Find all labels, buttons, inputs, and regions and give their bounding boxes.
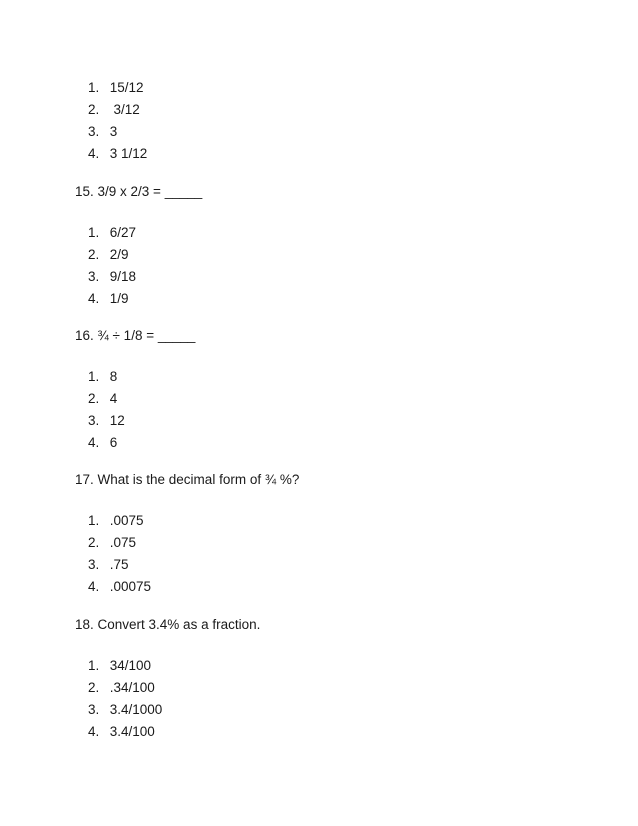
answer-text: .75 xyxy=(109,557,129,572)
answer-text: 2/9 xyxy=(109,247,129,262)
answer-number: 3. xyxy=(88,413,100,428)
answer-number: 1. xyxy=(88,80,100,95)
answer-option xyxy=(88,554,151,576)
answer-text: 1/9 xyxy=(109,291,129,306)
answer-number: 4. xyxy=(88,291,100,306)
answer-option xyxy=(88,266,136,288)
answer-text: 15/12 xyxy=(109,80,144,95)
answer-text: 3 1/12 xyxy=(109,146,148,161)
answer-option xyxy=(88,244,136,266)
answer-text: 4 xyxy=(109,391,118,406)
answer-number: 4. xyxy=(88,146,100,161)
answer-number: 1. xyxy=(88,658,100,673)
answer-number: 2. xyxy=(88,535,100,550)
answer-option xyxy=(88,510,151,532)
answer-text: .34/100 xyxy=(109,680,155,695)
answer-option xyxy=(88,677,162,699)
answer-option xyxy=(88,410,125,432)
answer-option xyxy=(88,655,162,677)
answer-number: 1. xyxy=(88,225,100,240)
answer-text: .0075 xyxy=(109,513,144,528)
answer-option xyxy=(88,432,125,454)
answer-list-14 xyxy=(88,77,147,165)
answer-number: 4. xyxy=(88,724,100,739)
answer-option xyxy=(88,121,147,143)
answer-text: 12 xyxy=(109,413,125,428)
answer-option xyxy=(88,288,136,310)
answer-number: 4. xyxy=(88,579,100,594)
answer-number: 3. xyxy=(88,557,100,572)
answer-option xyxy=(88,143,147,165)
answer-number: 1. xyxy=(88,369,100,384)
answer-text: 6 xyxy=(109,435,118,450)
answer-list-18 xyxy=(88,655,162,743)
answer-text: 9/18 xyxy=(109,269,137,284)
answer-option xyxy=(88,222,136,244)
answer-option xyxy=(88,532,151,554)
answer-text: 3.4/100 xyxy=(109,724,155,739)
answer-text: 3 xyxy=(109,124,118,139)
answer-option xyxy=(88,721,162,743)
answer-number: 2. xyxy=(88,391,100,406)
answer-number: 2. xyxy=(88,680,100,695)
answer-number: 3. xyxy=(88,269,100,284)
question-15: 15. 3/9 x 2/3 = _____ xyxy=(75,184,203,199)
answer-option xyxy=(88,576,151,598)
answer-text: 3.4/1000 xyxy=(109,702,163,717)
answer-number: 1. xyxy=(88,513,100,528)
answer-text: .00075 xyxy=(109,579,152,594)
answer-option xyxy=(88,388,125,410)
question-16: 16. ¾ ÷ 1/8 = _____ xyxy=(75,328,196,343)
answer-list-16 xyxy=(88,366,125,454)
answer-number: 3. xyxy=(88,124,100,139)
answer-list-17 xyxy=(88,510,151,598)
answer-option xyxy=(88,99,147,121)
question-18: 18. Convert 3.4% as a fraction. xyxy=(75,617,261,632)
answer-number: 2. xyxy=(88,247,100,262)
answer-list-15 xyxy=(88,222,136,310)
answer-option xyxy=(88,699,162,721)
answer-option xyxy=(88,366,125,388)
answer-number: 4. xyxy=(88,435,100,450)
answer-text: 8 xyxy=(109,369,118,384)
answer-number: 3. xyxy=(88,702,100,717)
answer-number: 2. xyxy=(88,102,100,117)
answer-text: .075 xyxy=(109,535,137,550)
answer-text: 6/27 xyxy=(109,225,137,240)
answer-text: 34/100 xyxy=(109,658,152,673)
answer-text: 3/12 xyxy=(109,102,140,117)
answer-option xyxy=(88,77,147,99)
question-17: 17. What is the decimal form of ¾ %? xyxy=(75,472,300,487)
